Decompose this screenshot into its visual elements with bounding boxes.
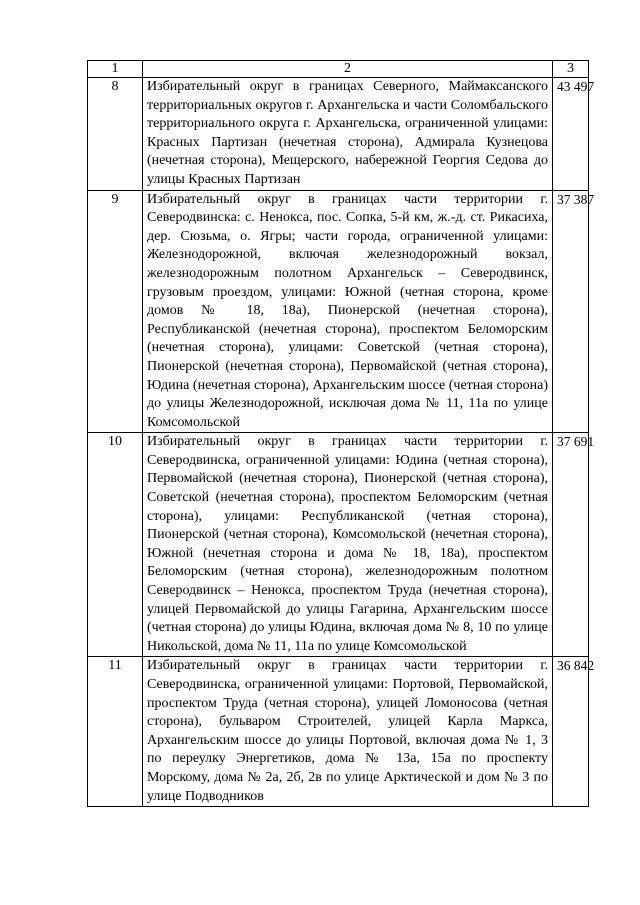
voter-count: 37 387 xyxy=(553,190,589,433)
table-header-row xyxy=(88,61,589,78)
district-number: 9 xyxy=(88,190,143,433)
district-description: Избирательный округ в границах Северного, Маймаксанского территориальных округов г. Архангельска и части Соломбальского территориального округа г. Архангельска, ограниченной улицами: Красных Партизан (нечетная сторона), Адмирала Кузнецова (нечетная сторона), Мещерского, набережной Георгия Седова до улицы Красных Партизан xyxy=(143,78,553,191)
voter-count: 37 691 xyxy=(553,433,589,657)
district-description: Избирательный округ в границах части территории г. Северодвинска, ограниченной улицами: Портовой, Первомайской, проспектом Труда (четная сторона), улицей Ломоносова (четная сторона), бульваром Строителей, улицей Карла Маркса, Архангельским шоссе до улицы Портовой, включая дома № 1, 3 по переулку Энергетиков, дома № 13а, 15а по проспекту Морскому, дома № 2а, 2б, 2в по улице Арктической и дом № 3 по улице Подводников xyxy=(143,657,553,807)
district-description: Избирательный округ в границах части территории г. Северодвинска, ограниченной улицами: Юдина (четная сторона), Первомайской (нечетная сторона), Пионерской (четная сторона), Советской (нечетная сторона), проспектом Беломорским (четная сторона), улицами: Республиканской (четная сторона), Пионерской (четная сторона), Комсомольской (нечетная сторона), Южной (нечетная сторона и дома № 18, 18а), проспектом Беломорским (четная сторона), железнодорожным полотном Северодвинск – Ненокса, проспектом Труда (нечетная сторона), улицей Первомайской до улицы Гагарина, Архангельским шоссе (четная сторона) до улицы Юдина, включая дома № 8, 10 по улице Никольской, дома № 11, 11а по улице Комсомольской xyxy=(143,433,553,657)
district-description: Избирательный округ в границах части территории г. Северодвинска: с. Ненокса, пос. Сопка, 5-й км, ж.-д. ст. Рикасиха, дер. Сюзьма, о. Ягры; части города, ограниченной улицами: Железнодорожной, включая железнодорожный вокзал, железнодорожным полотном Архангельск – Северодвинск, грузовым проездом, улицами: Южной (четная сторона, кроме домов № 18, 18а), Пионерской (нечетная сторона), Республиканской (нечетная сторона), проспектом Беломорским (нечетная сторона), улицами: Советской (четная сторона), Пионерской (нечетная сторона), Первомайской (четная сторона), Юдина (нечетная сторона), Архангельским шоссе (четная сторона) до улицы Железнодорожной, исключая дома № 11, 11а по улице Комсомольской xyxy=(143,190,553,433)
voter-count: 36 842 xyxy=(553,657,589,807)
table-row xyxy=(88,433,589,657)
districts-table xyxy=(87,60,595,807)
column-header: 3 xyxy=(553,61,589,78)
district-number: 8 xyxy=(88,78,143,191)
voter-count: 43 497 xyxy=(553,78,589,191)
table-row xyxy=(88,78,589,191)
column-header: 2 xyxy=(143,61,553,78)
table-row xyxy=(88,190,589,433)
district-number: 11 xyxy=(88,657,143,807)
district-number: 10 xyxy=(88,433,143,657)
column-header: 1 xyxy=(88,61,143,78)
table-row xyxy=(88,657,589,807)
